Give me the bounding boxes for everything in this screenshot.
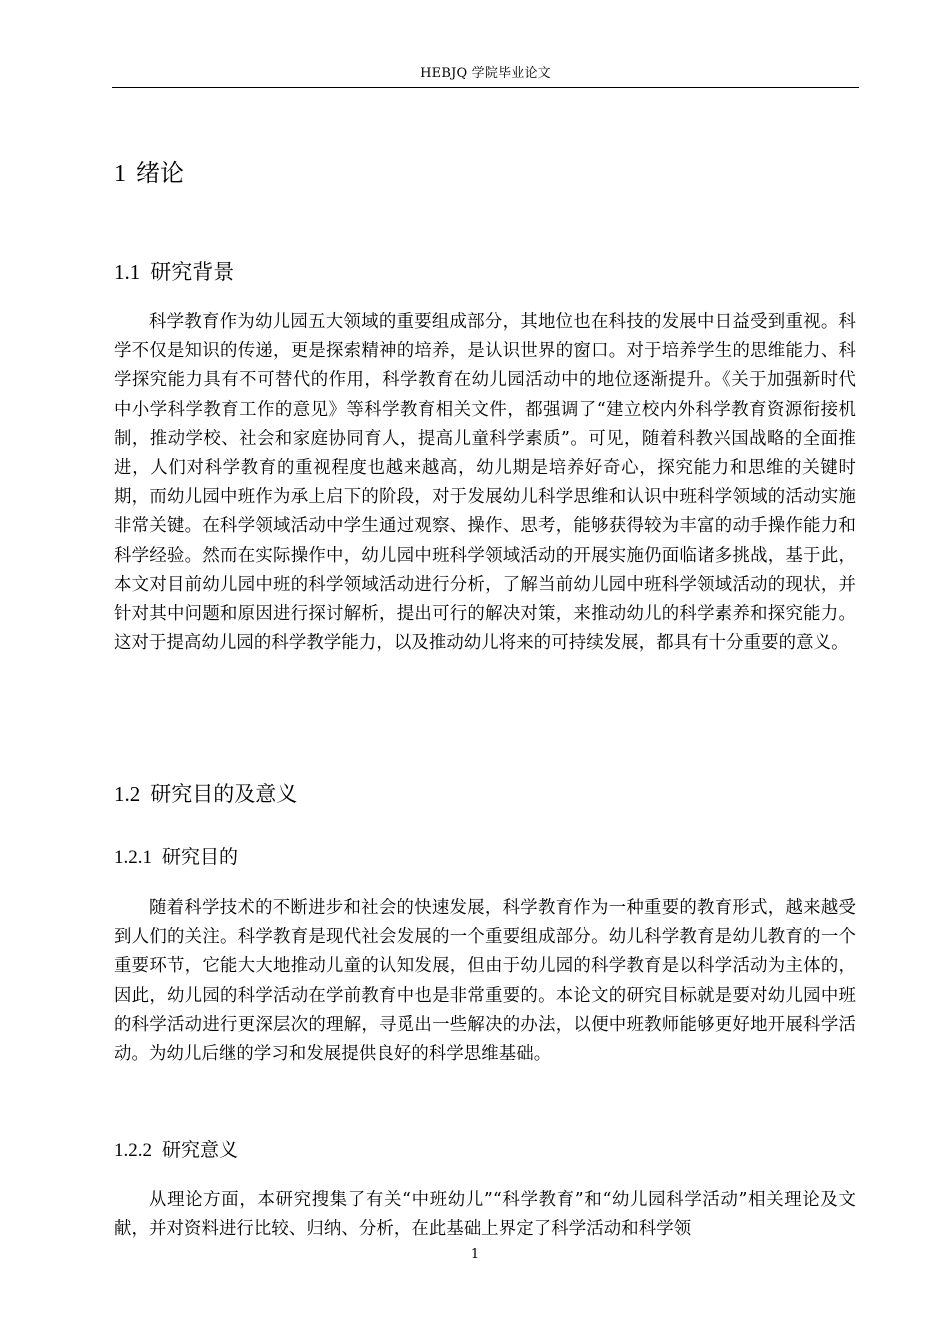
section-title: 研究背景 <box>150 260 235 284</box>
section-number: 1.1 <box>114 260 141 284</box>
section-title: 研究目的及意义 <box>150 782 298 806</box>
chapter-heading <box>114 158 184 189</box>
background-paragraph: 科学教育作为幼儿园五大领域的重要组成部分，其地位也在科技的发展中日益受到重视。科学不仅是知识的传递，更是探索精神的培养，是认识世界的窗口。对于培养学生的思维能力、科学探究能力具有不可替代的作用，科学教育在幼儿园活动中的地位逐渐提升。《关于加强新时代中小学科学教育工作的意见》等科学教育相关文件，都强调了“建立校内外科学教育资源衔接机制，推动学校、社会和家庭协同育人，提高儿童科学素质”。可见，随着科教兴国战略的全面推进，人们对科学教育的重视程度也越来越高，幼儿期是培养好奇心，探究能力和思维的关键时期，而幼儿园中班作为承上启下的阶段，对于发展幼儿科学思维和认识中班科学领域的活动实施非常关键。在科学领域活动中学生通过观察、操作、思考，能够获得较为丰富的动手操作能力和科学经验。然而在实际操作中，幼儿园中班科学领域活动的开展实施仍面临诸多挑战，基于此，本文对目前幼儿园中班的科学领域活动进行分析，了解当前幼儿园中班科学领域活动的现状，并针对其中问题和原因进行探讨解析，提出可行的解决对策，来推动幼儿的科学素养和探究能力。这对于提高幼儿园的科学教学能力，以及推动幼儿将来的可持续发展，都具有十分重要的意义。 <box>114 312 856 654</box>
subsection-title: 研究意义 <box>162 1139 239 1161</box>
subsection-heading-1-2-1 <box>114 844 238 871</box>
subsection-number: 1.2.1 <box>114 847 152 868</box>
subsection-number: 1.2.2 <box>114 1140 152 1161</box>
section-heading-1-1 <box>114 258 234 286</box>
page-number: 1 <box>470 1247 480 1262</box>
header-rule <box>112 87 859 88</box>
running-header: HEBJQ 学院毕业论文 <box>420 66 551 81</box>
significance-paragraph: 从理论方面，本研究搜集了有关“中班幼儿”“科学教育”和“幼儿园科学活动”相关理论及文献，并对资料进行比较、归纳、分析，在此基础上界定了科学活动和科学领 <box>114 1190 856 1240</box>
purpose-paragraph: 随着科学技术的不断进步和社会的快速发展，科学教育作为一种重要的教育形式，越来越受到人们的关注。科学教育是现代社会发展的一个重要组成部分。幼儿科学教育是幼儿教育的一个重要环节，它能大大地推动儿童的认知发展，但由于幼儿园的科学教育是以科学活动为主体的，因此，幼儿园的科学活动在学前教育中也是非常重要的。本论文的研究目标就是要对幼儿园中班的科学活动进行更深层次的理解，寻觅出一些解决的办法，以便中班教师能够更好地开展科学活动。为幼儿后继的学习和发展提供良好的科学思维基础。 <box>114 898 856 1065</box>
section-heading-1-2 <box>114 780 297 808</box>
chapter-number: 1 <box>114 161 126 187</box>
subsection-title: 研究目的 <box>162 846 239 868</box>
chapter-title: 绪论 <box>136 159 184 187</box>
subsection-heading-1-2-2 <box>114 1137 238 1164</box>
section-number: 1.2 <box>114 782 141 806</box>
